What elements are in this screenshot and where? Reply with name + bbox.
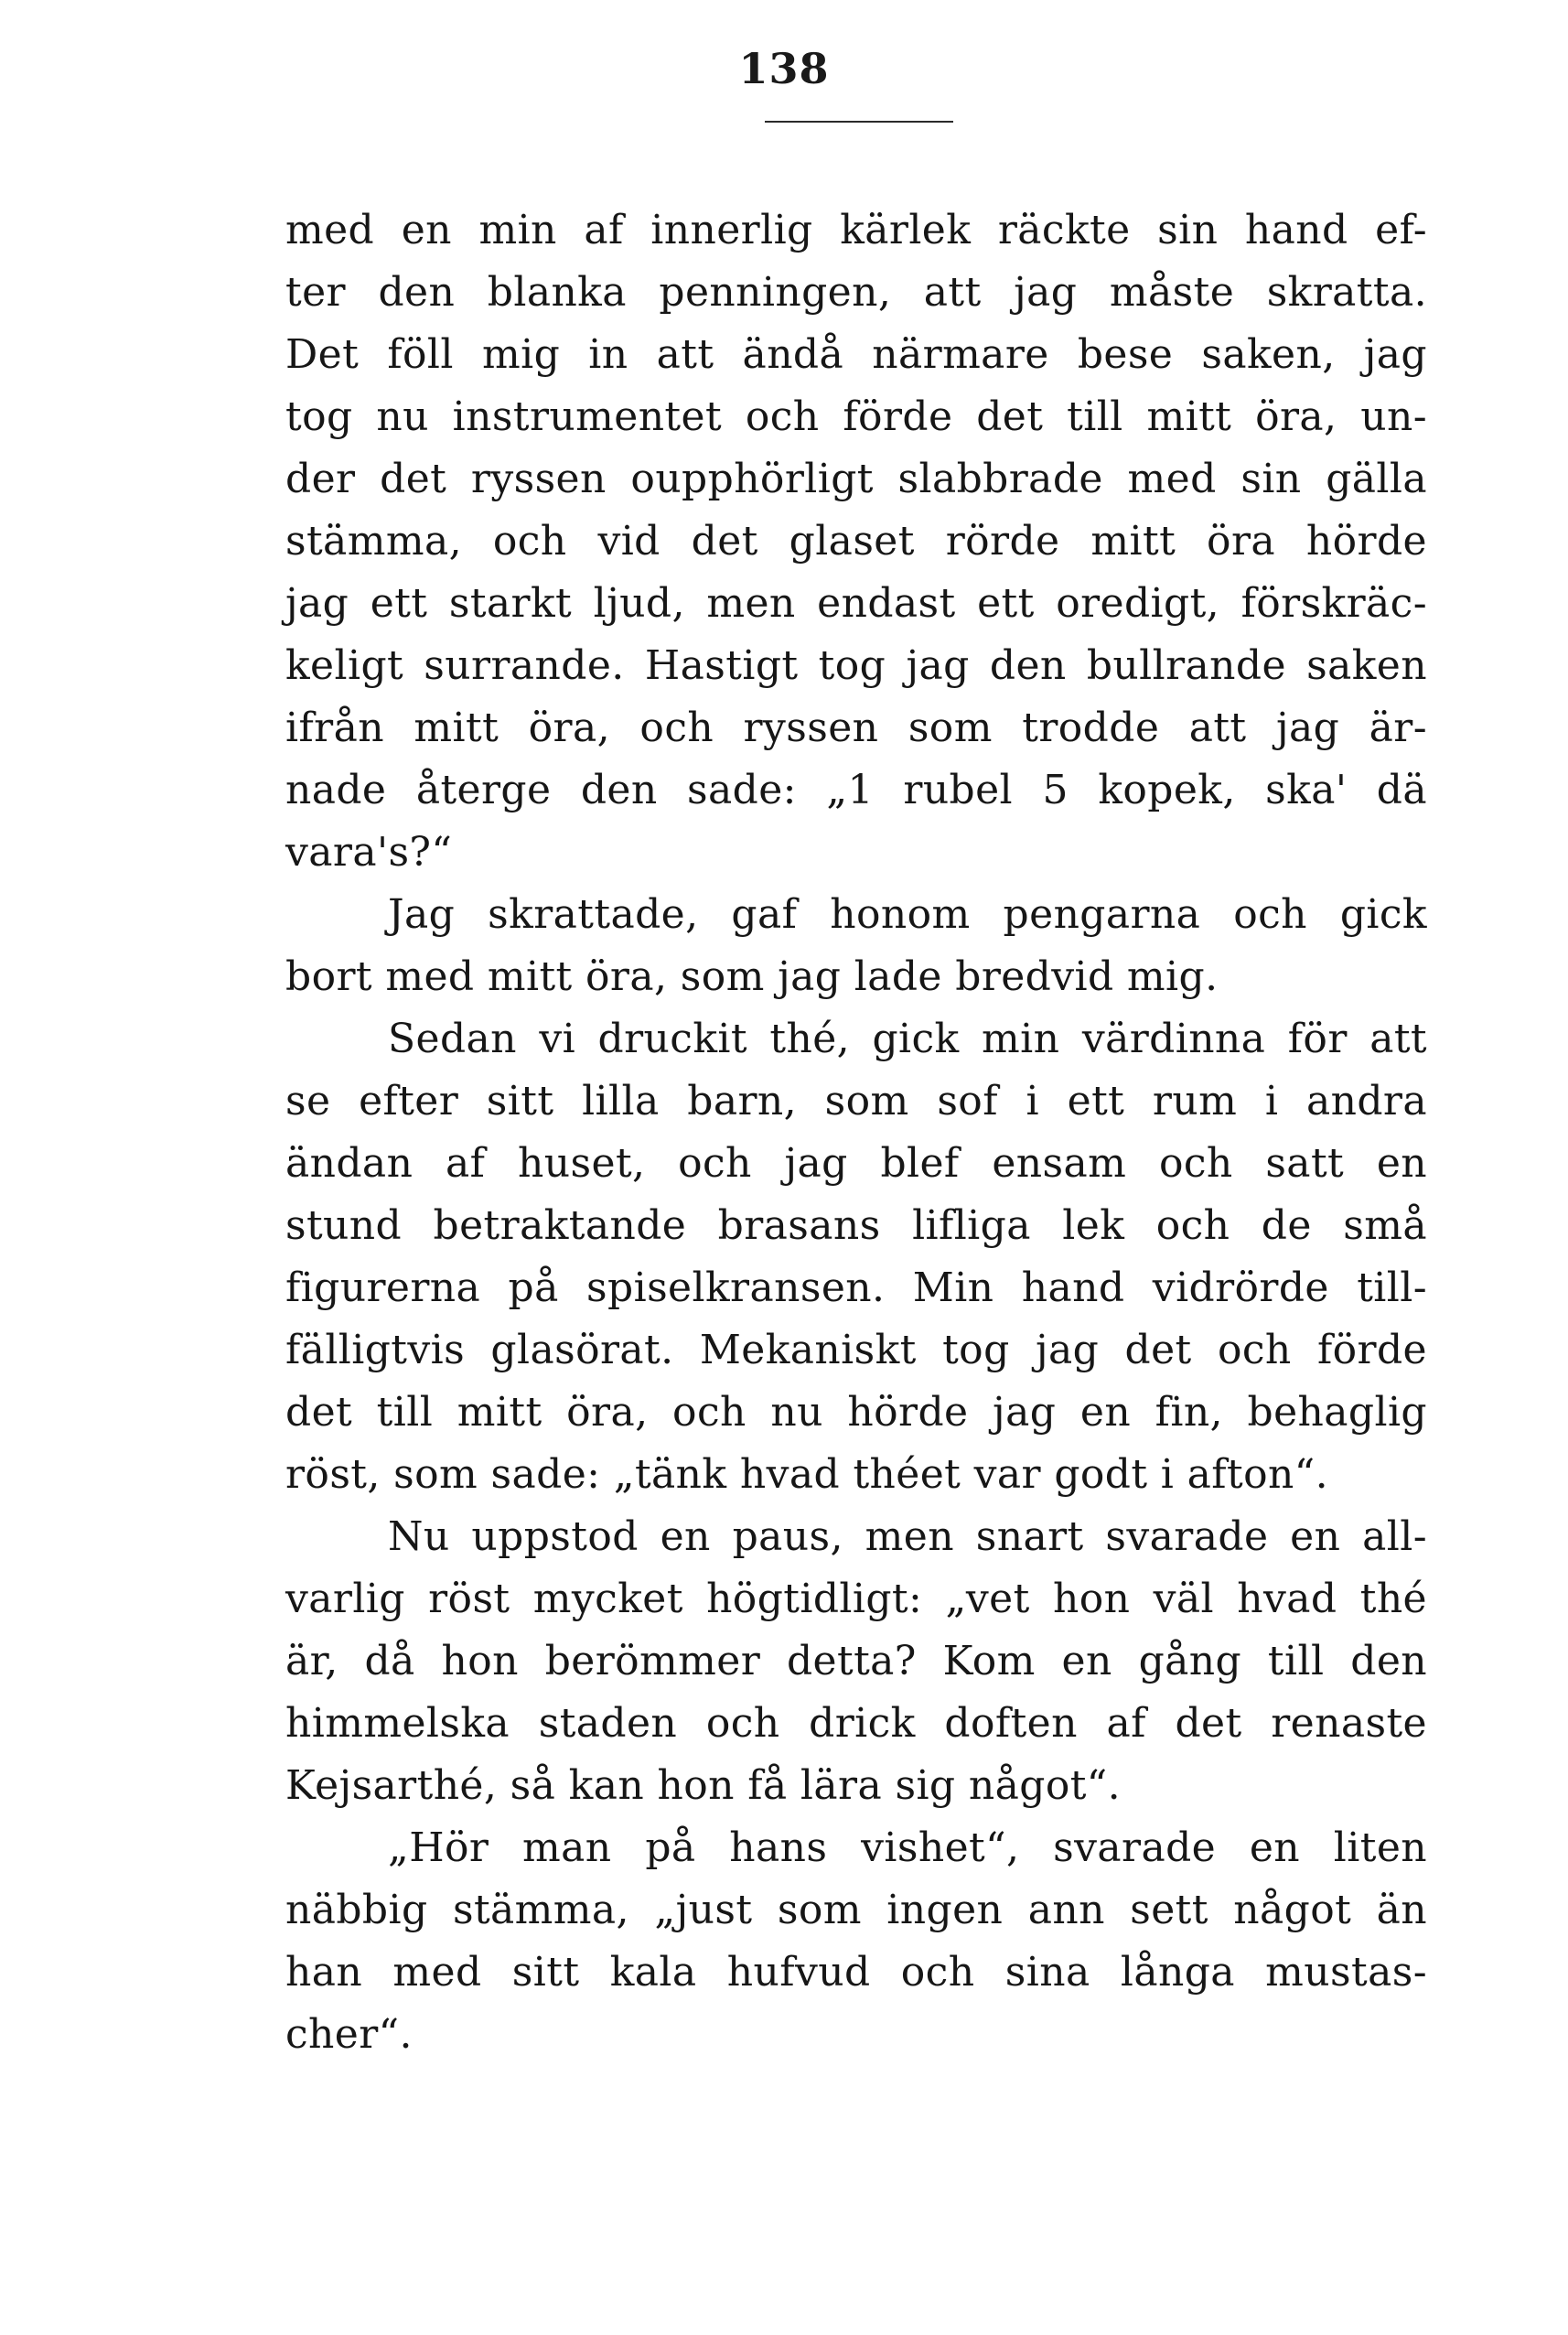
text-line: stämma, och vid det glaset rörde mitt öra hörde xyxy=(285,518,1427,565)
header-rule xyxy=(765,121,953,123)
text-line: Jag skrattade, gaf honom pengarna och gick xyxy=(388,891,1427,938)
text-line: med en min af innerlig kärlek räckte sin hand ef- xyxy=(285,207,1427,253)
text-line: fälligtvis glasörat. Mekaniskt tog jag det och förde xyxy=(285,1327,1427,1373)
text-line: „Hör man på hans vishet“, svarade en liten xyxy=(388,1824,1427,1871)
text-line: det till mitt öra, och nu hörde jag en fin, behaglig xyxy=(285,1389,1427,1436)
text-line: bort med mitt öra, som jag lade bredvid mig. xyxy=(285,953,1219,1000)
text-line: Nu uppstod en paus, men snart svarade en all- xyxy=(388,1513,1427,1560)
body-text xyxy=(285,199,1427,2066)
text-line: är, då hon berömmer detta? Kom en gång till den xyxy=(285,1638,1427,1684)
text-line: se efter sitt lilla barn, som sof i ett rum i andra xyxy=(285,1078,1427,1124)
text-line: röst, som sade: „tänk hvad théet var godt i afton“. xyxy=(285,1451,1328,1498)
text-line: varlig röst mycket högtidligt: „vet hon väl hvad thé xyxy=(285,1576,1427,1622)
page-number: 138 xyxy=(738,44,830,93)
text-line: ifrån mitt öra, och ryssen som trodde att jag är- xyxy=(285,705,1427,751)
text-line: der det ryssen oupphörligt slabbrade med sin gälla xyxy=(285,456,1427,502)
text-line: Kejsarthé, så kan hon få lära sig något“. xyxy=(285,1762,1122,1809)
text-line: nade återge den sade: „1 rubel 5 kopek, ska' dä xyxy=(285,767,1427,813)
text-line: stund betraktande brasans lifliga lek och de små xyxy=(285,1202,1427,1249)
text-line: Sedan vi druckit thé, gick min värdinna för att xyxy=(388,1016,1427,1062)
text-line: himmelska staden och drick doften af det renaste xyxy=(285,1700,1427,1747)
text-line: jag ett starkt ljud, men endast ett oredigt, förskräc- xyxy=(285,580,1427,627)
text-line: han med sitt kala hufvud och sina långa mustas- xyxy=(285,1949,1427,1996)
text-line: vara's?“ xyxy=(285,829,453,876)
text-line: ändan af huset, och jag blef ensam och satt en xyxy=(285,1140,1427,1187)
text-line: cher“. xyxy=(285,2011,413,2058)
text-line: keligt surrande. Hastigt tog jag den bullrande saken xyxy=(285,642,1427,689)
text-line: näbbig stämma, „just som ingen ann sett något än xyxy=(285,1887,1427,1933)
text-line: figurerna på spiselkransen. Min hand vidrörde till- xyxy=(285,1264,1427,1311)
text-line: tog nu instrumentet och förde det till mitt öra, un- xyxy=(285,393,1427,440)
text-line: Det föll mig in att ändå närmare bese saken, jag xyxy=(285,331,1427,378)
text-line: ter den blanka penningen, att jag måste skratta. xyxy=(285,269,1427,316)
